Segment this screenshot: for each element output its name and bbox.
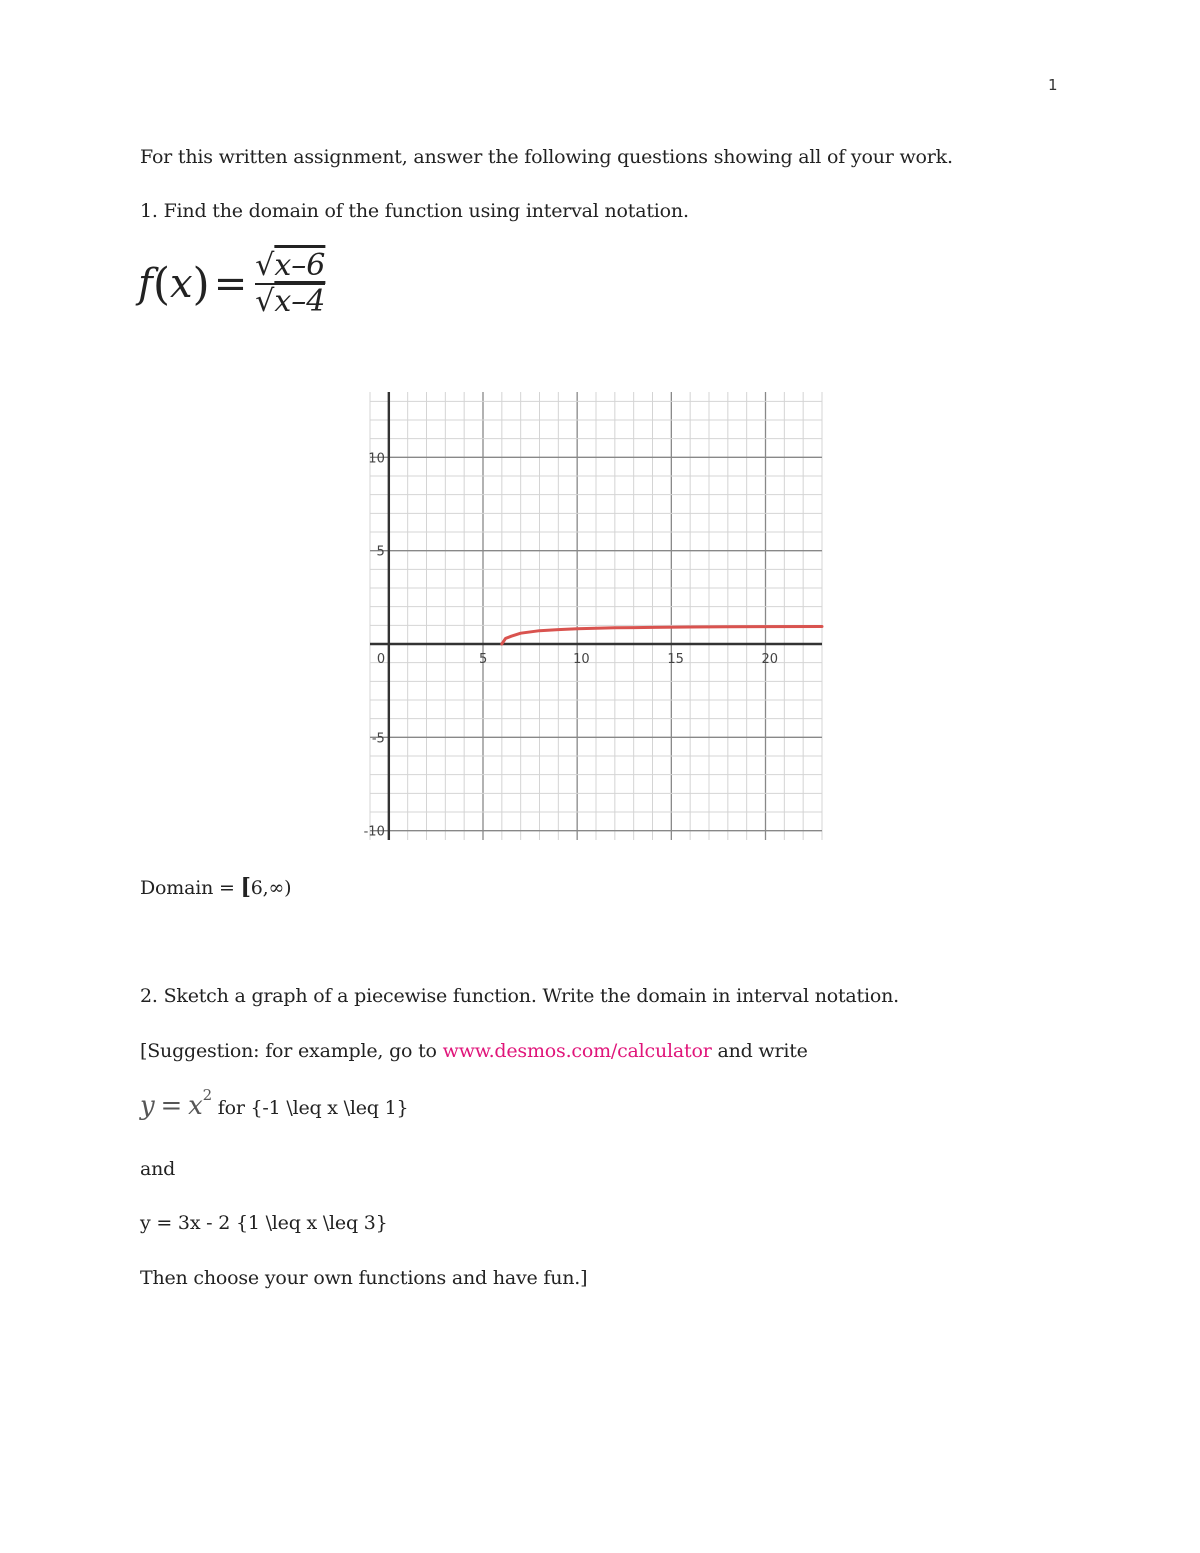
desmos-link[interactable]: www.desmos.com/calculator [442, 1040, 712, 1062]
equation-2: y = 3x - 2 {1 \leq x \leq 3} [140, 1212, 388, 1234]
function-variable: x [169, 261, 193, 307]
domain-bracket: [ [240, 874, 251, 900]
denominator-radicand: x–4 [274, 284, 326, 319]
y-tick-label: -10 [363, 824, 385, 840]
sqrt-icon: √ [255, 284, 275, 319]
equals-sign: = [213, 261, 248, 307]
sqrt-icon: √ [255, 248, 275, 283]
function-name: f [138, 261, 153, 307]
numerator-radicand: x–6 [274, 248, 326, 283]
suggestion-prefix: [Suggestion: for example, go to [140, 1040, 443, 1062]
page-number: 1 [1048, 76, 1058, 94]
y-tick-label: -5 [371, 731, 385, 747]
numerator [255, 250, 325, 282]
equation-1 [140, 1086, 409, 1134]
x-tick-label: 10 [573, 652, 590, 667]
grid [370, 392, 822, 840]
eq1-y: y [140, 1091, 155, 1121]
x-tick-label: 15 [667, 652, 684, 667]
eq1-condition: for {-1 \leq x \leq 1} [211, 1097, 409, 1119]
x-tick-label: 20 [761, 652, 779, 667]
eq1-x: x [188, 1091, 203, 1121]
series-layer [502, 627, 822, 645]
x-tick-label: 5 [479, 652, 488, 667]
y-tick-label: 10 [368, 451, 385, 467]
eq1-equals: = [160, 1091, 183, 1121]
intro-text: For this written assignment, answer the following questions showing all of your work. [140, 146, 953, 168]
suggestion-suffix: and write [711, 1040, 808, 1062]
question-1-prompt: 1. Find the domain of the function using interval notation. [140, 200, 689, 222]
x-tick-label: 0 [376, 652, 386, 667]
function-formula [138, 244, 325, 324]
domain-answer [140, 875, 291, 900]
eq1-exponent: 2 [202, 1086, 212, 1104]
closing-text: Then choose your own functions and have fun.] [140, 1267, 588, 1289]
domain-value: 6,∞) [250, 877, 292, 899]
denominator [255, 286, 325, 318]
tick-labels [364, 451, 778, 839]
series-line [502, 627, 822, 645]
and-text: and [140, 1158, 176, 1180]
fraction [255, 250, 325, 318]
question-2-prompt: 2. Sketch a graph of a piecewise function. Write the domain in interval notation. [140, 985, 899, 1007]
y-tick-label: 5 [376, 544, 385, 560]
open-paren: ( [152, 258, 170, 310]
function-graph [363, 392, 830, 844]
close-paren: ) [192, 258, 210, 310]
suggestion-line [140, 1039, 808, 1063]
domain-label: Domain = [140, 877, 241, 899]
